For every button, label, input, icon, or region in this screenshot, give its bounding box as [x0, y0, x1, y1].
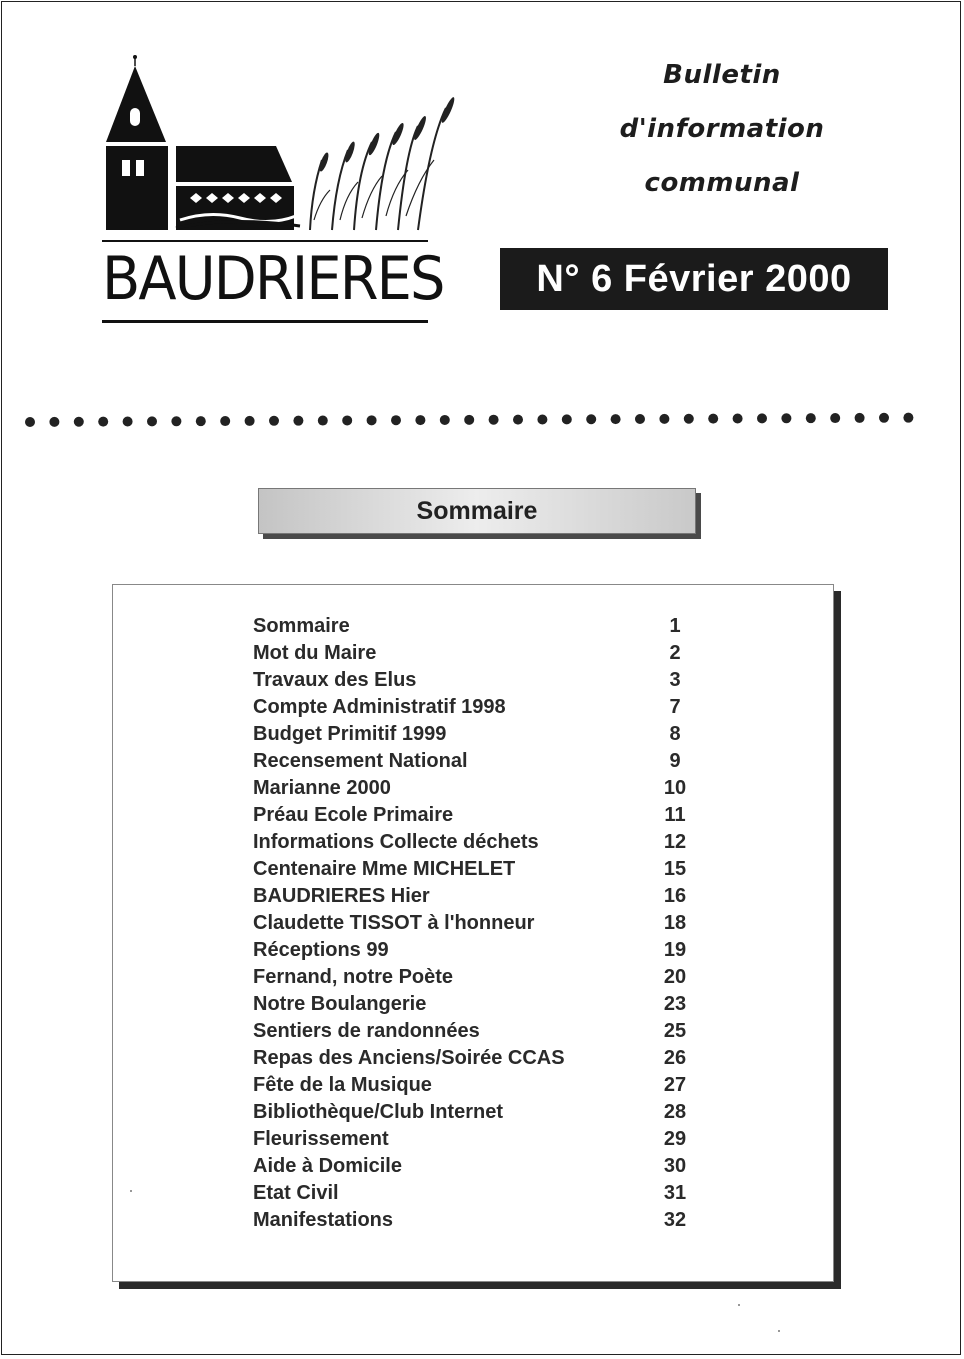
toc-entry: [253, 802, 723, 829]
toc-entry-page: 12: [663, 831, 687, 853]
scan-speck: [130, 1190, 132, 1192]
toc-entry-title: Budget Primitif 1999: [253, 723, 447, 745]
toc-entry-title: Réceptions 99: [253, 939, 389, 961]
separator-dot: [635, 414, 645, 424]
toc-entry-title: Mot du Maire: [253, 642, 377, 664]
toc-entry-page: 3: [669, 669, 681, 691]
toc-entry: [253, 910, 723, 937]
toc-entry-title: Repas des Anciens/Soirée CCAS: [253, 1047, 565, 1069]
toc-entry-page: 25: [663, 1020, 687, 1042]
separator-dot: [757, 413, 767, 423]
scan-speck: [778, 1330, 780, 1332]
separator-dot: [708, 414, 718, 424]
separator-dot: [586, 414, 596, 424]
separator-dot: [245, 416, 255, 426]
toc-entry-page: 16: [663, 885, 687, 907]
toc-entry: [253, 964, 723, 991]
separator-dot: [562, 414, 572, 424]
toc-entry: [253, 856, 723, 883]
sommaire-heading-label: Sommaire: [416, 496, 538, 525]
toc-entry-page: 11: [664, 804, 686, 826]
separator-dot: [489, 415, 499, 425]
separator-dot: [611, 414, 621, 424]
separator-dot: [220, 416, 230, 426]
table-of-contents-box: [112, 584, 834, 1282]
toc-entry-page: 7: [669, 696, 681, 718]
logo-rule-top: [102, 240, 428, 242]
issue-label: N° 6 Février 2000: [536, 257, 852, 300]
separator-dot: [830, 413, 840, 423]
toc-entry: [253, 1018, 723, 1045]
toc-entry: [253, 937, 723, 964]
separator-dot: [25, 417, 35, 427]
toc-entry: [253, 883, 723, 910]
toc-entry: [253, 721, 723, 748]
separator-dot: [391, 415, 401, 425]
scan-speck: [738, 1304, 740, 1306]
toc-entry-title: Fête de la Musique: [253, 1074, 432, 1096]
separator-dot: [781, 413, 791, 423]
church-reeds-illustration: [100, 50, 460, 250]
toc-entry-page: 8: [669, 723, 681, 745]
bulletin-title: [592, 48, 852, 210]
separator-dot: [196, 416, 206, 426]
toc-entry-title: Travaux des Elus: [253, 669, 417, 691]
separator-dot: [123, 417, 133, 427]
toc-entry: [253, 667, 723, 694]
toc-entry: [253, 1045, 723, 1072]
toc-entry-page: 18: [663, 912, 687, 934]
separator-dot: [733, 414, 743, 424]
village-name: BAUDRIERES: [102, 244, 444, 314]
separator-dot: [318, 416, 328, 426]
toc-entry-title: Fernand, notre Poète: [253, 966, 454, 988]
toc-entry-title: Sentiers de randonnées: [253, 1020, 480, 1042]
separator-dot: [342, 415, 352, 425]
toc-entry-title: Marianne 2000: [253, 777, 391, 799]
dotted-separator: [20, 412, 920, 432]
logo-rule-bottom: [102, 320, 428, 323]
toc-entry: [253, 775, 723, 802]
toc-entry-title: Aide à Domicile: [253, 1155, 402, 1177]
toc-entry-title: Fleurissement: [253, 1128, 389, 1150]
toc-entry-page: 28: [663, 1101, 687, 1123]
bulletin-cover-page: [1, 1, 961, 1355]
toc-entry-title: Centenaire Mme MICHELET: [253, 858, 516, 880]
separator-dot: [903, 413, 913, 423]
toc-entry-title: Manifestations: [253, 1209, 394, 1231]
toc-entry-page: 19: [663, 939, 687, 961]
toc-entry-title: Informations Collecte déchets: [253, 831, 539, 853]
toc-entry-title: Bibliothèque/Club Internet: [253, 1101, 503, 1123]
toc-entry: [253, 694, 723, 721]
separator-dot: [537, 414, 547, 424]
separator-dot: [806, 413, 816, 423]
bulletin-title-line-3: communal: [644, 168, 800, 198]
toc-entry: [253, 640, 723, 667]
separator-dot: [684, 414, 694, 424]
toc-entry: [253, 1207, 723, 1234]
toc-entry: [253, 1072, 723, 1099]
toc-entry: [253, 613, 723, 640]
toc-entry-page: 30: [663, 1155, 687, 1177]
toc-entry-title: Compte Administratif 1998: [253, 696, 506, 718]
separator-dot: [74, 417, 84, 427]
toc-entry-page: 2: [669, 642, 681, 664]
toc-entry: [253, 829, 723, 856]
toc-entry: [253, 1153, 723, 1180]
separator-dot: [513, 415, 523, 425]
toc-entry-title: Notre Boulangerie: [253, 993, 427, 1015]
village-logo: [100, 50, 460, 330]
toc-entry-title: Etat Civil: [253, 1182, 339, 1204]
toc-entry-title: BAUDRIERES Hier: [253, 885, 430, 907]
separator-dot: [464, 415, 474, 425]
separator-dot: [49, 417, 59, 427]
toc-entry-page: 9: [669, 750, 681, 772]
toc-entry-title: Claudette TISSOT à l'honneur: [253, 912, 535, 934]
table-of-contents: [253, 613, 723, 1234]
sommaire-heading: [258, 488, 696, 534]
toc-entry-page: 23: [663, 993, 687, 1015]
toc-entry-page: 20: [663, 966, 687, 988]
separator-dot: [415, 415, 425, 425]
toc-entry-page: 26: [663, 1047, 687, 1069]
toc-entry-page: 31: [663, 1182, 687, 1204]
separator-dot: [440, 415, 450, 425]
toc-entry: [253, 1126, 723, 1153]
toc-entry-title: Sommaire: [253, 615, 350, 637]
separator-dot: [293, 416, 303, 426]
bulletin-title-line-2: d'information: [619, 114, 825, 144]
toc-entry: [253, 1099, 723, 1126]
separator-dot: [659, 414, 669, 424]
separator-dot: [171, 416, 181, 426]
toc-entry-page: 10: [663, 777, 687, 799]
toc-entry: [253, 748, 723, 775]
toc-entry: [253, 1180, 723, 1207]
issue-badge: [500, 248, 888, 310]
separator-dot: [269, 416, 279, 426]
toc-entry-title: Recensement National: [253, 750, 468, 772]
toc-entry-page: 15: [663, 858, 687, 880]
toc-entry-title: Préau Ecole Primaire: [253, 804, 454, 826]
toc-entry-page: 27: [663, 1074, 687, 1096]
toc-entry-page: 29: [663, 1128, 687, 1150]
toc-entry: [253, 991, 723, 1018]
bulletin-title-line-1: Bulletin: [663, 60, 781, 90]
toc-entry-page: 32: [663, 1209, 687, 1231]
separator-dot: [879, 413, 889, 423]
separator-dot: [855, 413, 865, 423]
separator-dot: [367, 415, 377, 425]
separator-dot: [147, 416, 157, 426]
toc-entry-page: 1: [669, 615, 681, 637]
separator-dot: [98, 417, 108, 427]
